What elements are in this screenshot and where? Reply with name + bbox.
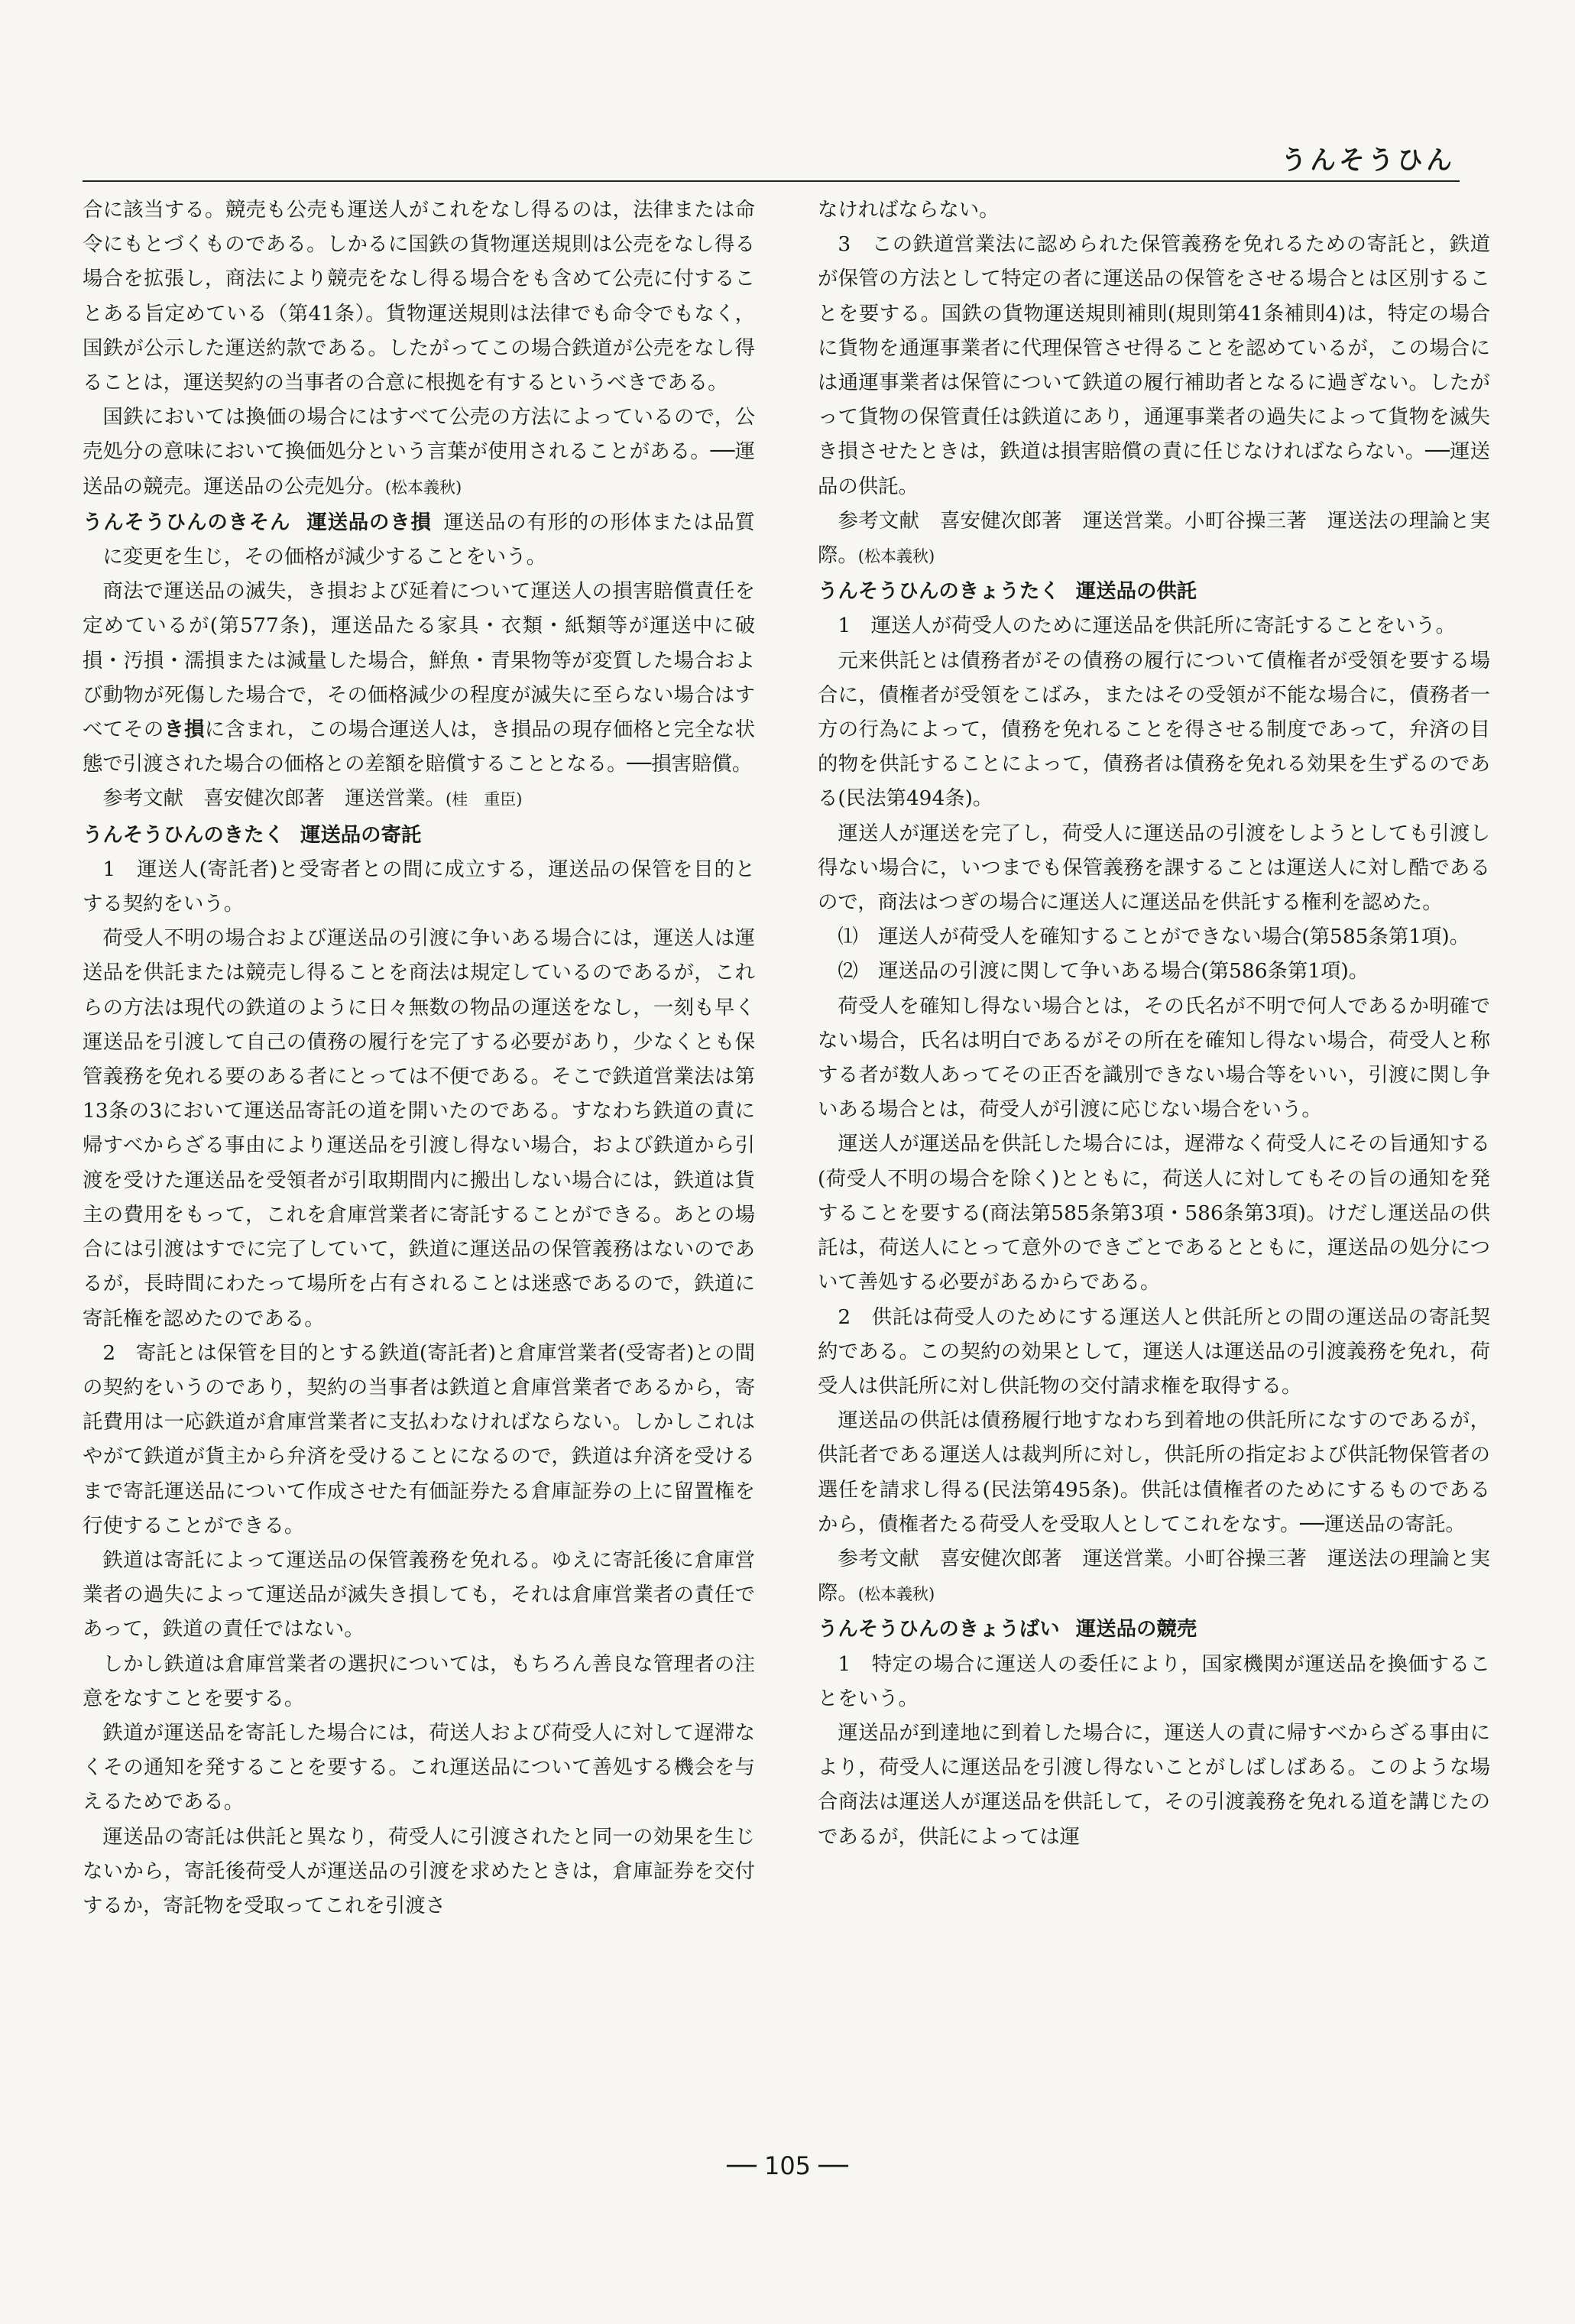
paragraph: 商法で運送品の滅失，き損および延着について運送人の損害賠償責任を定めているが(第577条)，運送品たる家具・衣類・紙類等が運送中に破損・汚損・濡損または減量した場合，鮮魚・青果物等が変質した場合および動物が死傷した場合で，その価格減少の程度が滅失に至らない場合はすべてそのき損に含まれ，この場合運送人は，き損品の現存価格と完全な状態で引渡された場合の価格との差額を賠償することとなる。──損害賠償。 [83,579,756,776]
page-number: ── 105 ── [727,2151,848,2180]
paragraph: 運送品の供託は債務履行地すなわち到着地の供託所になすのであるが，供託者である運送人は裁判所に対し，供託所の指定および供託物保管者の選任を請求し得る(民法第495条)。供託は債権者のためにするものであるから，債権者たる荷受人を受取人としてこれをなす。──運送品の寄託。 [818,1408,1490,1536]
paragraph: 運送品が到達地に到着した場合に，運送人の責に帰すべからざる事由により，荷受人に運送品を引渡し得ないことがしばしばある。このような場合商法は運送人が運送品を供託して，その引渡義務を免れる道を講じたのであるが，供託によっては運 [818,1720,1490,1849]
entry-kana: うんそうひんのきそん [83,510,291,534]
entry-heading [818,574,1490,608]
paragraph: 運送人が運送品を供託した場合には，遅滞なく荷受人にその旨通知する(荷受人不明の場合を除く)とともに，荷送人に対してもその旨の通知を発することを要する(商法第585条第3項・586条第3項)。けだし運送品の供託は，荷送人にとって意外のできごとであるとともに，運送品の処分について善処する必要があるからである。 [818,1132,1490,1295]
emphasized-term: き損 [164,718,205,742]
paragraph: 2 寄託とは保管を目的とする鉄道(寄託者)と倉庫営業者(受寄者)との間の契約をいうのであり，契約の当事者は鉄道と倉庫営業者であるから，寄託費用は一応鉄道が倉庫営業者に支払わなければならない。しかしこれはやがて鉄道が貨主から弁済を受けることになるので，鉄道は弁済を受けるまで寄託運送品について作成させた有価証券たる倉庫証券の上に留置権を行使することができる。 [83,1340,755,1538]
paragraph: しかし鉄道は倉庫営業者の選択については，もちろん善良な管理者の注意をなすことを要する。 [83,1651,755,1710]
entry-term: 運送品の競売 [1075,1617,1197,1642]
paragraph: 鉄道が運送品を寄託した場合には，荷送人および荷受人に対して遅滞なくその通知を発することを要する。これ運送品について善処する機会を与えるためである。 [83,1720,755,1814]
entry-heading [83,818,755,852]
paragraph: 元来供託とは債務者がその債務の履行について債権者が受領を要する場合に，債権者が受領をこばみ，またはその受領が不能な場合に，債務者一方の行為によって，債務を免れることを得させる制度であって，弁済の目的物を供託することによって，債務者は債務を免れる効果を生ずるのである(民法第494条)。 [818,648,1490,811]
entry-term: 運送品の供託 [1075,579,1197,604]
paragraph: 荷受人不明の場合および運送品の引渡に争いある場合には，運送人は運送品を供託または競売し得ることを商法は規定しているのであるが，これらの方法は現代の鉄道のように日々無数の物品の運送をなし，一刻も早く運送品を引渡して自己の債務の履行を完了する必要があり，少なくとも保管義務を免れる要のある者にとっては不便である。そこで鉄道営業法は第13条の3において運送品寄託の道を開いたのである。すなわち鉄道の責に帰すべからざる事由により運送品を引渡し得ない場合，および鉄道から引渡を受けた運送品を受領者が引取期間内に搬出しない場合には，鉄道は貨主の費用をもって，これを倉庫営業者に寄託することができる。あとの場合には引渡はすでに完了していて，鉄道に運送品の保管義務はないのであるが，長時間にわたって場所を占有されることは迷惑であるので，鉄道に寄託権を認めたのである。 [83,926,755,1331]
right-column [818,193,1490,1854]
entry-kana: うんそうひんのきたく [83,822,284,847]
entry-term: 運送品の寄託 [300,822,422,847]
paragraph: 運送品の寄託は供託と異なり，荷受人に引渡されたと同一の効果を生じないから，寄託後荷受人が運送品の引渡を求めたときは，倉庫証券を交付するか，寄託物を受取ってこれを引渡さ [83,1824,755,1917]
paragraph: 運送人が運送を完了し，荷受人に運送品の引渡をしようとしても引渡し得ない場合に，いつまでも保管義務を課することは運送人に対し酷であるので，商法はつぎの場合に運送人に運送品を供託する権利を認めた。 [818,821,1490,915]
paragraph: 3 この鉄道営業法に認められた保管義務を免れるための寄託と，鉄道が保管の方法として特定の者に運送品の保管をさせる場合とは区別することを要する。国鉄の貨物運送規則補則(規則第41条補則4)は，特定の場合に貨物を通運事業者に代理保管させ得ることを認めているが，この場合には通運事業者は保管について鉄道の履行補助者となるに過ぎない。したがって貨物の保管責任は鉄道にあり，通運事業者の過失によって貨物を滅失き損させたときは，鉄道は損害賠償の責に任じなければならない。──運送品の供託。 [818,232,1490,498]
entry-kana: うんそうひんのきょうばい [818,1617,1060,1642]
paragraph: 鉄道は寄託によって運送品の保管義務を免れる。ゆえに寄託後に倉庫営業者の過失によって運送品が滅失き損しても，それは倉庫営業者の責任であって，鉄道の責任ではない。 [83,1548,755,1642]
entry-heading [83,505,755,574]
paragraph: 1 特定の場合に運送人の委任により，国家機関が運送品を換価することをいう。 [818,1651,1490,1710]
paragraph: 合に該当する。競売も公売も運送人がこれをなし得るのは，法律または命令にもとづくものである。しかるに国鉄の貨物運送規則は公売をなし得る場合を拡張し，商法により競売をなし得る場合をも含めて公売に付することある旨定めている（第41条）。貨物運送規則は法律でも命令でもなく，国鉄が公示した運送約款である。したがってこの場合鉄道が公売をなし得ることは，運送契約の当事者の合意に根拠を有するというべきである。 [83,198,755,395]
entry-heading [818,1612,1490,1646]
reference: 参考文献 喜安健次郎著 運送営業。小町谷操三著 運送法の理論と実際。(松本義秋) [818,508,1490,568]
running-header [83,136,1460,182]
paragraph: 荷受人を確知し得ない場合とは，その氏名が不明で何人であるか明確でない場合，氏名は明白であるがその所在を確知し得ない場合，荷受人と称する者が数人あってその正否を識別できない場合等をいい，引渡に関し争いある場合とは，荷受人が引渡に応じない場合をいう。 [818,993,1490,1122]
paragraph: 2 供託は荷受人のためにする運送人と供託所との間の運送品の寄託契約である。この契約の効果として，運送人は運送品の引渡義務を免れ，荷受人は供託所に対し供託物の交付請求権を取得する。 [818,1305,1490,1398]
paragraph: 国鉄においては換価の場合にはすべて公売の方法によっているので，公売処分の意味において換価処分という言葉が使用されることがある。──運送品の競売。運送品の公売処分。(松本義秋) [83,405,755,498]
list-item: ⑴ 運送人が荷受人を確知することができない場合(第585条第1項)。 [838,925,1470,949]
list-item: ⑵ 運送品の引渡に関して争いある場合(第586条第1項)。 [838,959,1369,984]
reference: 参考文献 喜安健次郎著 運送営業。小町谷操三著 運送法の理論と実際。(松本義秋) [818,1546,1490,1606]
paragraph: 1 運送人(寄託者)と受寄者との間に成立する，運送品の保管を目的とする契約をいう。 [83,857,755,916]
entry-kana: うんそうひんのきょうたく [818,579,1060,604]
entry-definition: 運送品の有形的の形体または品質に変更を生じ，その価格が減少することをいう。 [102,510,756,569]
author-credit: (桂 重臣) [446,790,523,809]
paragraph: なければならない。 [818,198,1000,222]
author-credit: (松本義秋) [384,478,462,497]
reference: 参考文献 喜安健次郎著 運送営業。(桂 重臣) [102,786,523,811]
author-credit: (松本義秋) [857,547,935,566]
header-title: うんそうひん [1281,145,1455,176]
left-column [83,193,755,1923]
entry-term: 運送品のき損 [306,510,432,534]
author-credit: (松本義秋) [857,1585,935,1604]
paragraph: 1 運送人が荷受人のために運送品を供託所に寄託することをいう。 [838,614,1456,638]
